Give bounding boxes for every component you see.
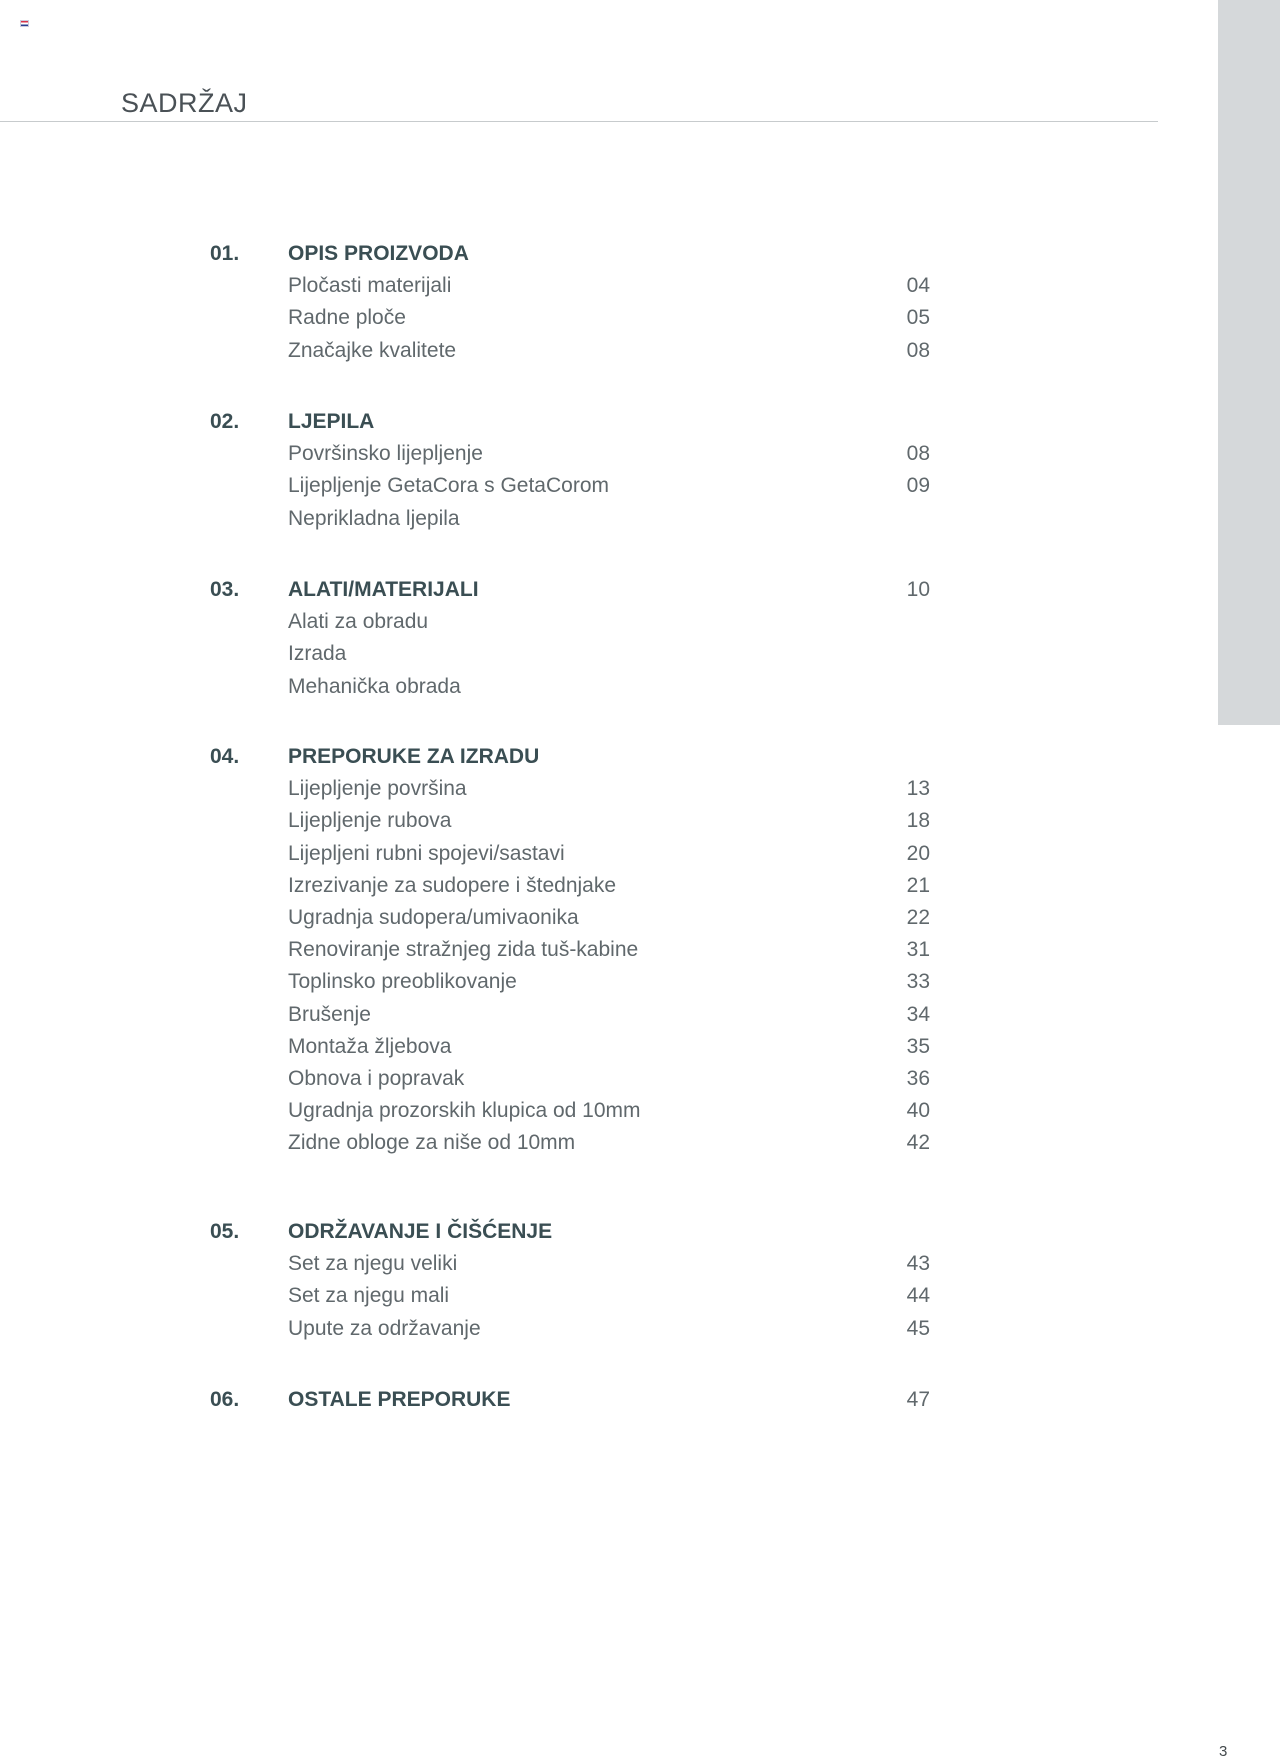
toc-entry-page: 09 bbox=[906, 474, 930, 498]
toc-entry[interactable] bbox=[0, 1313, 1280, 1345]
toc-entry[interactable] bbox=[0, 773, 1280, 805]
toc-section-heading[interactable] bbox=[0, 1216, 1280, 1248]
toc-entry-label: Set za njegu veliki bbox=[288, 1252, 458, 1276]
toc-entry[interactable] bbox=[0, 934, 1280, 966]
toc-entry[interactable] bbox=[0, 1031, 1280, 1063]
toc-entry-page: 20 bbox=[906, 841, 930, 865]
toc-entry[interactable] bbox=[0, 1095, 1280, 1127]
toc-entry-label: Montaža žljebova bbox=[288, 1034, 452, 1058]
toc-entry[interactable] bbox=[0, 870, 1280, 902]
section-title: ODRŽAVANJE I ČIŠĆENJE bbox=[288, 1220, 553, 1243]
toc-entry-page: 13 bbox=[906, 777, 930, 801]
section-number: 04. bbox=[210, 745, 240, 768]
toc-entry-label: Lijepljenje GetaCora s GetaCorom bbox=[288, 474, 609, 498]
toc-entry[interactable] bbox=[0, 902, 1280, 934]
toc-entry-label: Obnova i popravak bbox=[288, 1066, 465, 1090]
toc-entry[interactable] bbox=[0, 503, 1280, 535]
toc-entry-label: Površinsko lijepljenje bbox=[288, 442, 483, 466]
section-number: 05. bbox=[210, 1220, 240, 1243]
toc-entry[interactable] bbox=[0, 1248, 1280, 1280]
toc-entry-page: 40 bbox=[906, 1099, 930, 1123]
toc-section-heading[interactable] bbox=[0, 238, 1280, 270]
toc-entry-page: 05 bbox=[906, 306, 930, 330]
page-number: 3 bbox=[1219, 1743, 1228, 1760]
toc-section-heading[interactable] bbox=[0, 1384, 1280, 1416]
toc-entry-page: 45 bbox=[906, 1316, 930, 1340]
section-title: OSTALE PREPORUKE bbox=[288, 1388, 511, 1411]
toc-entry-label: Lijepljenje površina bbox=[288, 777, 467, 801]
toc-entry-page: 31 bbox=[906, 938, 930, 962]
section-number: 06. bbox=[210, 1388, 240, 1411]
toc-entry[interactable] bbox=[0, 966, 1280, 998]
toc-entry[interactable] bbox=[0, 671, 1280, 703]
toc-entry-label: Ugradnja sudopera/umivaonika bbox=[288, 905, 579, 929]
toc-entry[interactable] bbox=[0, 335, 1280, 367]
toc-section-04 bbox=[0, 741, 1280, 1159]
toc-entry[interactable] bbox=[0, 470, 1280, 502]
toc-entry-page: 08 bbox=[906, 338, 930, 362]
section-title: PREPORUKE ZA IZRADU bbox=[288, 745, 540, 768]
language-flag-icon bbox=[20, 20, 29, 27]
toc-entry[interactable] bbox=[0, 999, 1280, 1031]
toc-entry-page: 34 bbox=[906, 1002, 930, 1026]
toc-entry-page: 35 bbox=[906, 1034, 930, 1058]
section-number: 02. bbox=[210, 410, 240, 433]
toc-entry-label: Zidne obloge za niše od 10mm bbox=[288, 1131, 576, 1155]
toc-entry-label: Pločasti materijali bbox=[288, 274, 452, 298]
toc-entry[interactable] bbox=[0, 302, 1280, 334]
toc-entry-label: Upute za održavanje bbox=[288, 1316, 481, 1340]
toc-section-06 bbox=[0, 1384, 1280, 1416]
toc-entry[interactable] bbox=[0, 838, 1280, 870]
title-divider bbox=[0, 121, 1158, 122]
toc-entry[interactable] bbox=[0, 438, 1280, 470]
section-number: 03. bbox=[210, 578, 240, 601]
section-page: 10 bbox=[906, 578, 930, 601]
toc-entry-page: 04 bbox=[906, 274, 930, 298]
toc-section-heading[interactable] bbox=[0, 741, 1280, 773]
toc-entry-label: Mehanička obrada bbox=[288, 674, 461, 698]
toc-entry-page: 42 bbox=[906, 1131, 930, 1155]
toc-entry-label: Lijepljenje rubova bbox=[288, 809, 452, 833]
section-title: ALATI/MATERIJALI bbox=[288, 578, 479, 601]
toc-entry-page: 08 bbox=[906, 442, 930, 466]
toc-entry[interactable] bbox=[0, 805, 1280, 837]
toc-entry-page: 43 bbox=[906, 1252, 930, 1276]
toc-entry-label: Alati za obradu bbox=[288, 610, 429, 634]
toc-section-heading[interactable] bbox=[0, 574, 1280, 606]
toc-entry-page: 33 bbox=[906, 970, 930, 994]
toc-section-01 bbox=[0, 238, 1280, 367]
toc-entry-page: 18 bbox=[906, 809, 930, 833]
toc-entry-page: 22 bbox=[906, 905, 930, 929]
page-title: SADRŽAJ bbox=[121, 88, 248, 119]
toc-entry-label: Set za njegu mali bbox=[288, 1284, 450, 1308]
toc-section-02 bbox=[0, 406, 1280, 535]
section-page: 47 bbox=[906, 1388, 930, 1411]
toc-entry[interactable] bbox=[0, 270, 1280, 302]
toc-entry-label: Radne ploče bbox=[288, 306, 406, 330]
toc-entry[interactable] bbox=[0, 638, 1280, 670]
toc-entry[interactable] bbox=[0, 1127, 1280, 1159]
toc-entry-label: Renoviranje stražnjeg zida tuš-kabine bbox=[288, 938, 639, 962]
section-title: LJEPILA bbox=[288, 410, 375, 433]
toc-entry-label: Izrezivanje za sudopere i štednjake bbox=[288, 873, 617, 897]
toc-entry-label: Izrada bbox=[288, 642, 347, 666]
toc-entry-label: Ugradnja prozorskih klupica od 10mm bbox=[288, 1099, 641, 1123]
section-number: 01. bbox=[210, 242, 240, 265]
toc-section-heading[interactable] bbox=[0, 406, 1280, 438]
toc-entry-label: Lijepljeni rubni spojevi/sastavi bbox=[288, 841, 565, 865]
toc-entry-page: 36 bbox=[906, 1066, 930, 1090]
toc-section-03 bbox=[0, 574, 1280, 703]
section-title: OPIS PROIZVODA bbox=[288, 242, 469, 265]
toc-entry-page: 44 bbox=[906, 1284, 930, 1308]
toc-entry[interactable] bbox=[0, 1063, 1280, 1095]
toc-entry-label: Toplinsko preoblikovanje bbox=[288, 970, 517, 994]
toc-entry[interactable] bbox=[0, 606, 1280, 638]
toc-entry-label: Brušenje bbox=[288, 1002, 371, 1026]
toc-entry-page: 21 bbox=[906, 873, 930, 897]
toc-entry-label: Značajke kvalitete bbox=[288, 338, 457, 362]
toc-entry[interactable] bbox=[0, 1280, 1280, 1312]
toc-section-05 bbox=[0, 1216, 1280, 1345]
toc-entry-label: Neprikladna ljepila bbox=[288, 506, 460, 530]
